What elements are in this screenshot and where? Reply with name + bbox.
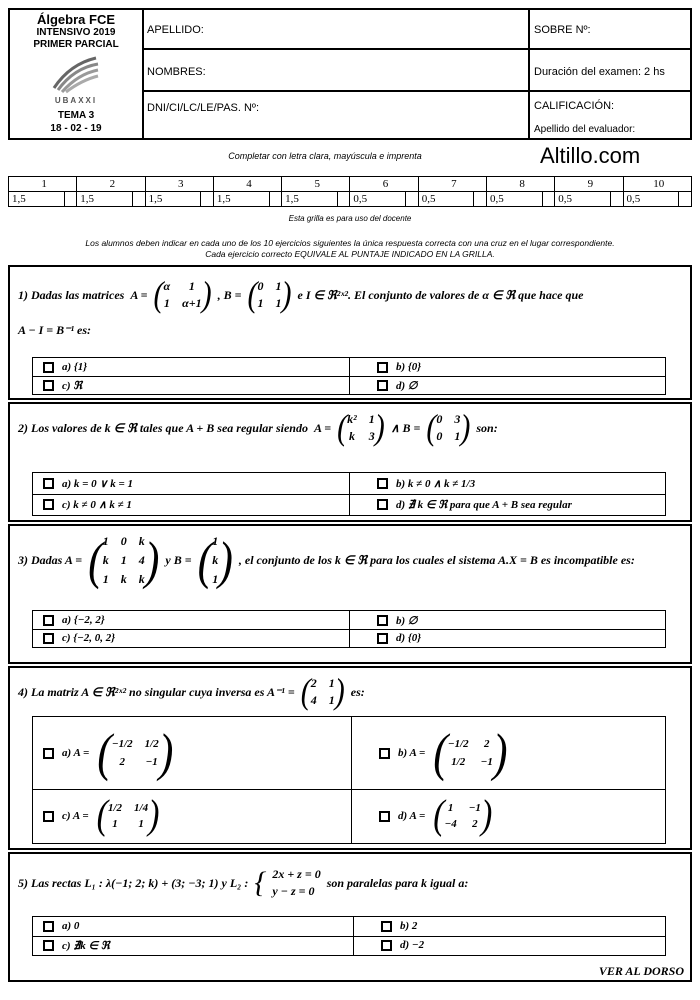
q4-option-d[interactable]: d) A = ( 1 −1 −4 2 ) xyxy=(379,799,492,833)
checkbox-icon[interactable] xyxy=(43,478,54,489)
checkbox-icon[interactable] xyxy=(377,380,388,391)
q1-text-c: A − I = B⁻¹ es: xyxy=(18,323,92,337)
q1-text-b: e I ∈ ℜ²ˣ². El conjunto de valores de α ∈ ℜ que hace que xyxy=(297,287,584,302)
edition: INTENSIVO 2019 xyxy=(36,27,116,38)
question-4 xyxy=(8,666,692,850)
see-back-note: VER AL DORSO xyxy=(598,964,684,978)
checkbox-icon[interactable] xyxy=(377,478,388,489)
question-5 xyxy=(8,852,692,982)
checkbox-icon[interactable] xyxy=(377,499,388,510)
grid-blank xyxy=(474,192,487,207)
sobre-label: SOBRE Nº: xyxy=(534,24,591,36)
checkbox-icon[interactable] xyxy=(43,748,54,759)
grid-number: 10 xyxy=(623,177,691,192)
q1-matrix-b: ( 0 1 1 1 ) xyxy=(247,274,292,315)
write-instruction: Completar con letra clara, mayúscula e imprenta xyxy=(228,151,422,161)
apellido-label: APELLIDO: xyxy=(147,24,204,36)
grid-blank xyxy=(201,192,214,207)
grid-number: 5 xyxy=(282,177,350,192)
checkbox-icon[interactable] xyxy=(381,940,392,951)
grid-number: 1 xyxy=(9,177,77,192)
q1-option-c[interactable]: c) ℜ xyxy=(43,379,82,392)
grid-number: 8 xyxy=(486,177,554,192)
q2-options xyxy=(32,472,666,516)
question-1 xyxy=(8,265,692,400)
checkbox-icon[interactable] xyxy=(43,811,54,822)
question-2 xyxy=(8,402,692,522)
duracion-label: Duración del examen: 2 hs xyxy=(534,66,665,78)
grid-score: 0,5 xyxy=(555,192,611,207)
grid-score: 0,5 xyxy=(623,192,679,207)
grid-score: 0,5 xyxy=(486,192,542,207)
q1-option-b[interactable]: b) {0} xyxy=(377,361,421,373)
q4-statement: 4) La matriz A ∈ ℜ²ˣ² no singular cuya inversa es A⁻¹ = ( 2 1 4 1 ) es: xyxy=(18,671,365,712)
grid-number: 3 xyxy=(145,177,213,192)
grid-number: 2 xyxy=(77,177,145,192)
q5-system: 2x + z = 0 y − z = 0 xyxy=(272,867,321,898)
q3-matrix-b: ( 1 k 1 ) xyxy=(197,530,233,590)
q3-option-d[interactable]: d) {0} xyxy=(377,632,421,644)
q5-option-b[interactable]: b) 2 xyxy=(381,920,417,932)
tema: TEMA 3 xyxy=(57,110,95,121)
grid-blank xyxy=(406,192,419,207)
q5-statement: 5) Las rectas L₁ : λ(−1; 2; k) + (3; −3; 1) y L₂ : { 2x + z = 0 y − z = 0 son paralelas para k igual a: xyxy=(18,866,469,899)
checkbox-icon[interactable] xyxy=(377,633,388,644)
q4-option-c[interactable]: c) A = ( 1/2 1/4 1 1 ) xyxy=(43,799,159,833)
instructions-line1: Los alumnos deben indicar en cada uno de los 10 ejercicios siguientes la única respuesta correcta con una cruz en el lugar correspondiente. xyxy=(85,238,615,248)
grid-score: 1,5 xyxy=(9,192,65,207)
uba-logo xyxy=(50,54,100,99)
grid-blank xyxy=(133,192,146,207)
q5-text: 5) Las rectas L₁ : λ(−1; 2; k) + (3; −3; 1) y L₂ : xyxy=(18,875,249,890)
q2-option-d[interactable]: d) ∄ k ∈ ℜ para que A + B sea regular xyxy=(377,498,572,511)
q2-matrix-a: ( k² 1 k 3 ) xyxy=(337,407,385,448)
grid-blank xyxy=(337,192,350,207)
checkbox-icon[interactable] xyxy=(381,921,392,932)
q4-option-b[interactable]: b) A = ( −1/2 2 1/2 −1 ) xyxy=(379,731,507,775)
nombres-label: NOMBRES: xyxy=(147,66,206,78)
q2-option-c[interactable]: c) k ≠ 0 ∧ k ≠ 1 xyxy=(43,498,132,511)
score-grid xyxy=(8,176,692,207)
grid-score: 1,5 xyxy=(145,192,201,207)
header-box xyxy=(8,8,692,140)
q2-text: 2) Los valores de k ∈ ℜ tales que A + B sea regular siendo xyxy=(18,420,308,435)
exam-date: 18 - 02 - 19 xyxy=(50,123,102,134)
instructions-line2: Cada ejercicio correcto EQUIVALE AL PUNTAJE INDICADO EN LA GRILLA. xyxy=(205,249,495,259)
q5-option-d[interactable]: d) −2 xyxy=(381,939,424,951)
q4-options xyxy=(32,716,666,844)
grid-score: 1,5 xyxy=(77,192,133,207)
q2-option-b[interactable]: b) k ≠ 0 ∧ k ≠ 1/3 xyxy=(377,477,475,490)
q1-text-a: 1) Dadas las matrices xyxy=(18,287,125,302)
q2-statement: 2) Los valores de k ∈ ℜ tales que A + B sea regular siendo A = ( k² 1 k 3 ) ∧ B = ( 0 3 0 1 ) son: xyxy=(18,407,498,448)
calificacion-label: CALIFICACIÓN: xyxy=(534,100,615,112)
q1-statement: 1) Dadas las matrices A = ( α 1 1 α+1 ) , B = ( 0 1 1 1 ) e I ∈ ℜ²ˣ². El conjunto de valores de α ∈ ℜ que hace que xyxy=(18,274,584,315)
grid-blank xyxy=(64,192,77,207)
grid-score: 1,5 xyxy=(282,192,338,207)
grid-blank xyxy=(542,192,555,207)
grid-score: 0,5 xyxy=(418,192,474,207)
q5-options xyxy=(32,916,666,956)
q2-matrix-b: ( 0 3 0 1 ) xyxy=(426,407,471,448)
question-3 xyxy=(8,524,692,664)
q1-matrix-a: ( α 1 1 α+1 ) xyxy=(153,274,212,315)
logo-text: UBAXXI xyxy=(54,96,98,105)
q3-option-c[interactable]: c) {−2, 0, 2} xyxy=(43,632,115,644)
grid-score: 0,5 xyxy=(350,192,406,207)
checkbox-icon[interactable] xyxy=(377,615,388,626)
course-title: Álgebra FCE xyxy=(36,12,115,27)
grid-number: 6 xyxy=(350,177,418,192)
grid-blank xyxy=(269,192,282,207)
checkbox-icon[interactable] xyxy=(43,499,54,510)
checkbox-icon[interactable] xyxy=(43,940,54,951)
checkbox-icon[interactable] xyxy=(379,811,390,822)
q4-text: 4) La matriz A ∈ ℜ²ˣ² no singular cuya inversa es A⁻¹ = xyxy=(18,684,295,699)
grid-note: Esta grilla es para uso del docente xyxy=(288,214,412,223)
grid-scores-row xyxy=(9,192,692,207)
grid-number: 9 xyxy=(555,177,623,192)
q4-option-a[interactable]: a) A = ( −1/2 1/2 2 −1 ) xyxy=(43,731,173,775)
q1-option-d[interactable]: d) ∅ xyxy=(377,379,418,392)
q3-options xyxy=(32,610,666,648)
grid-number: 7 xyxy=(418,177,486,192)
checkbox-icon[interactable] xyxy=(43,615,54,626)
grid-blank xyxy=(679,192,692,207)
grid-blank xyxy=(610,192,623,207)
checkbox-icon[interactable] xyxy=(379,748,390,759)
exam-name: PRIMER PARCIAL xyxy=(33,39,119,50)
evaluador-label: Apellido del evaluador: xyxy=(534,124,636,135)
q3-option-b[interactable]: b) ∅ xyxy=(377,614,418,627)
q5-option-a[interactable]: a) 0 xyxy=(43,920,79,932)
q4-matrix-inverse: ( 2 1 4 1 ) xyxy=(300,671,345,712)
dni-label: DNI/CI/LC/LE/PAS. Nº: xyxy=(147,102,260,114)
q2-option-a[interactable]: a) k = 0 ∨ k = 1 xyxy=(43,477,133,490)
checkbox-icon[interactable] xyxy=(43,633,54,644)
grid-number: 4 xyxy=(213,177,281,192)
checkbox-icon[interactable] xyxy=(43,362,54,373)
checkbox-icon[interactable] xyxy=(43,921,54,932)
checkbox-icon[interactable] xyxy=(377,362,388,373)
q3-text: 3) Dadas A = xyxy=(18,553,83,567)
q3-matrix-a: ( 1 0 k k 1 4 1 k k ) xyxy=(88,530,160,590)
checkbox-icon[interactable] xyxy=(43,380,54,391)
q5-option-c[interactable]: c) ∄k ∈ ℜ xyxy=(43,939,110,952)
watermark: Altillo.com xyxy=(540,143,641,168)
q1-option-a[interactable]: a) {1} xyxy=(43,361,87,373)
grid-numbers-row xyxy=(9,177,692,192)
q3-statement: 3) Dadas A = ( 1 0 k k 1 4 1 k k ) y B = ( 1 k 1 ) , el conjunto de los k ∈ ℜ para los cuales el sistema A.X = B es incompatible es: xyxy=(18,530,635,590)
grid-score: 1,5 xyxy=(213,192,269,207)
q1-options xyxy=(32,357,666,395)
q3-option-a[interactable]: a) {−2, 2} xyxy=(43,614,105,626)
